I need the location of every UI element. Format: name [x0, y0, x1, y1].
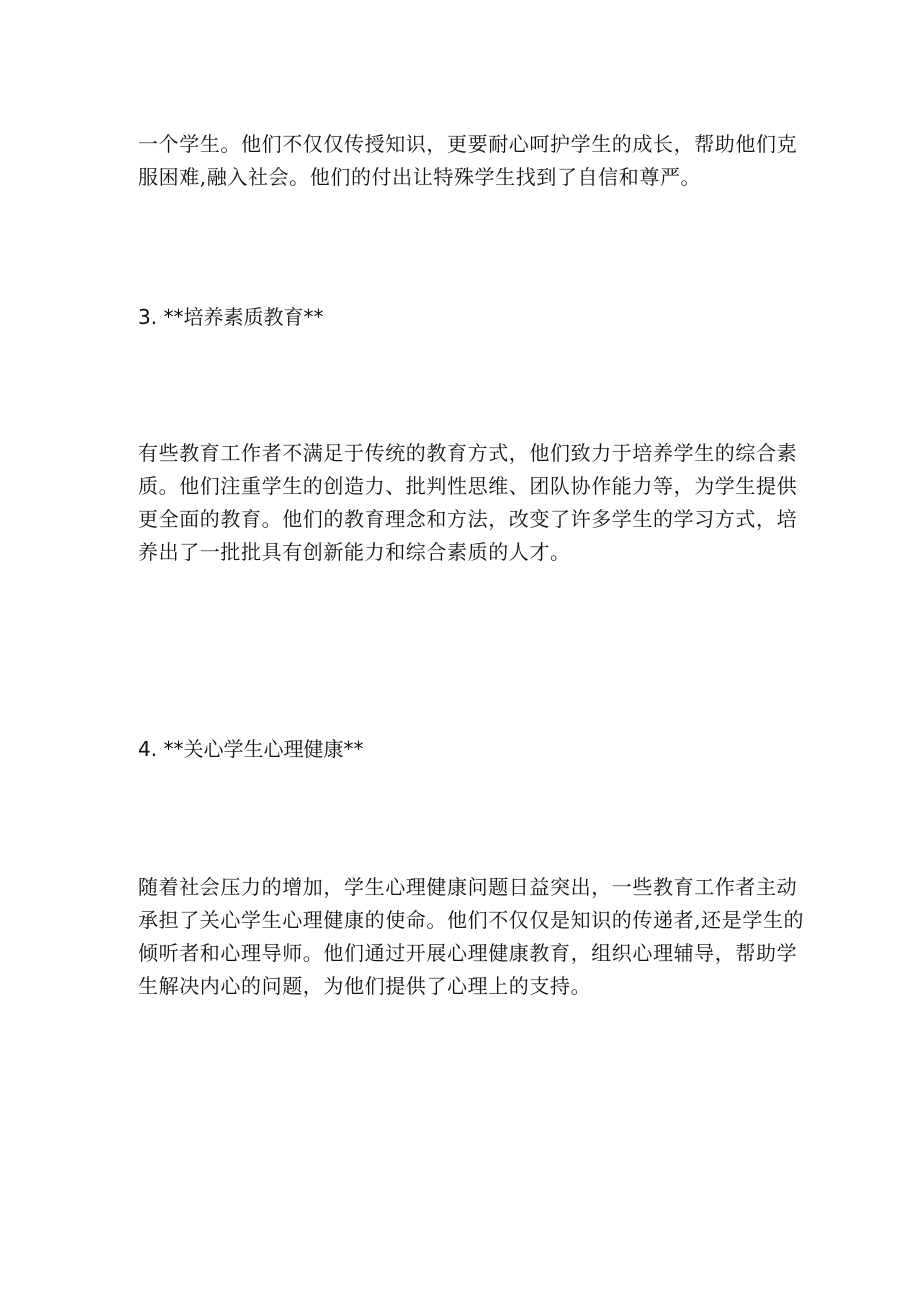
section-4-heading: 4. **关心学生心理健康** — [138, 737, 364, 761]
paragraph-line: 服困难,融入社会。他们的付出让特殊学生找到了自信和尊严。 — [138, 165, 702, 189]
section-3-heading: 3. **培养素质教育** — [138, 305, 324, 329]
section-3-paragraph — [138, 437, 798, 569]
paragraph-line: 有些教育工作者不满足于传统的教育方式，他们致力于培养学生的综合素 — [138, 441, 798, 465]
paragraph-line: 倾听者和心理导师。他们通过开展心理健康教育，组织心理辅导，帮助学 — [138, 941, 798, 965]
paragraph-line: 生解决内心的问题，为他们提供了心理上的支持。 — [138, 974, 592, 998]
continued-paragraph — [138, 128, 798, 194]
paragraph-line: 随着社会压力的增加，学生心理健康问题日益突出，一些教育工作者主动 — [138, 875, 798, 899]
paragraph-line: 养出了一批批具有创新能力和综合素质的人才。 — [138, 540, 571, 564]
paragraph-line: 质。他们注重学生的创造力、批判性思维、团队协作能力等，为学生提供 — [138, 474, 798, 498]
paragraph-line: 更全面的教育。他们的教育理念和方法，改变了许多学生的学习方式，培 — [138, 507, 798, 531]
section-4-paragraph — [138, 871, 805, 1003]
paragraph-line: 一个学生。他们不仅仅传授知识，更要耐心呵护学生的成长，帮助他们克 — [138, 132, 798, 156]
paragraph-line: 承担了关心学生心理健康的使命。他们不仅仅是知识的传递者,还是学生的 — [138, 908, 805, 932]
